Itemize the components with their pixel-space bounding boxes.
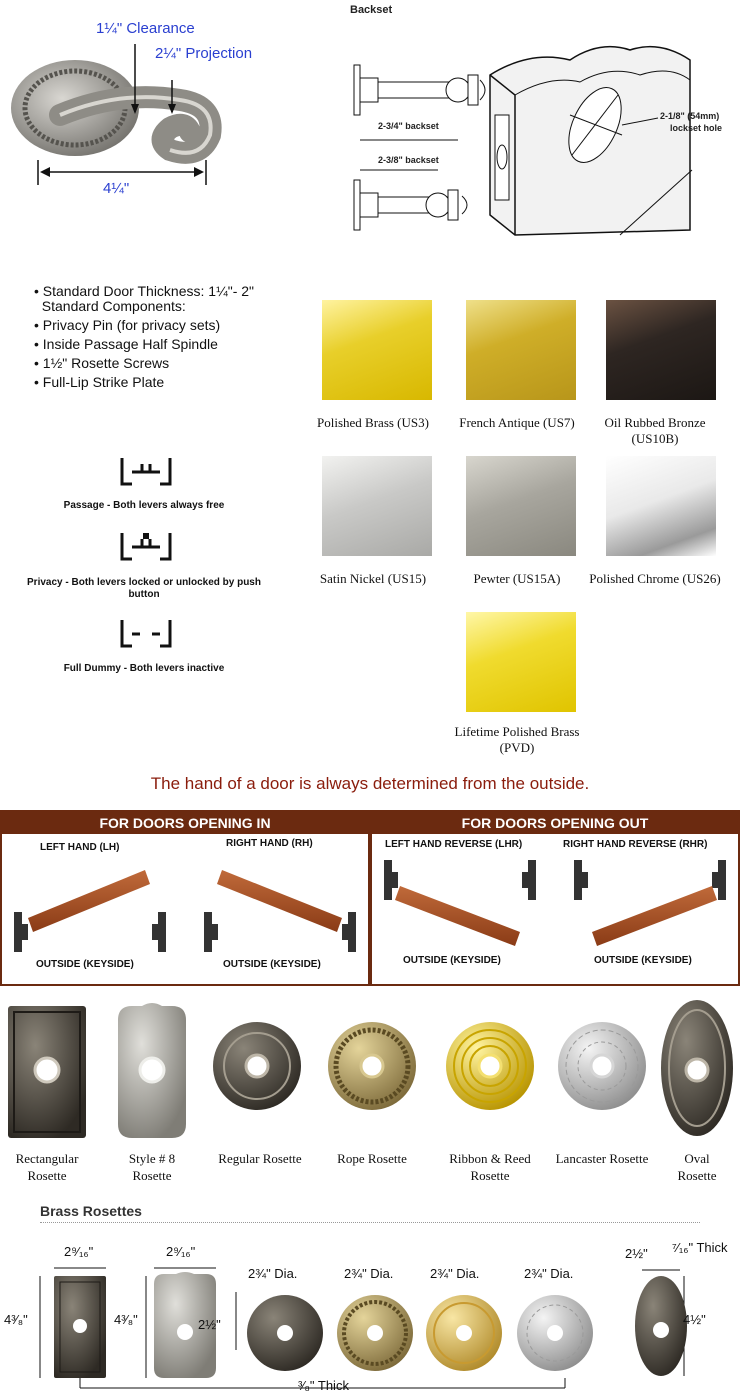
brass-dia: 2¾" Dia. [248, 1266, 298, 1281]
rosette-label: Lancaster Rosette [555, 1151, 649, 1166]
outside-label: OUTSIDE (KEYSIDE) [594, 955, 692, 966]
brass-thickness: ³⁄₈" Thick [298, 1378, 349, 1393]
rosette-label: Ribbon & Reed Rosette [449, 1151, 531, 1183]
hand-label-rh: RIGHT HAND (RH) [226, 838, 313, 849]
function-label-passage: Passage - Both levers always free [63, 500, 225, 511]
brass-dia: 2¾" Dia. [344, 1266, 394, 1281]
finish-label: Pewter (US15A) [473, 571, 561, 586]
finish-label: Oil Rubbed Bronze (US10B) [604, 415, 706, 446]
function-label-privacy: Privacy - Both levers locked or unlocked by push button [27, 577, 261, 600]
spec-item: • 1½" Rosette Screws [34, 355, 170, 371]
spec-item: Standard Components: [34, 298, 186, 314]
brass-divider [40, 1222, 700, 1223]
brass-width-2: 2⁹⁄₁₆" [166, 1244, 196, 1259]
finish-label: Polished Brass (US3) [317, 415, 429, 430]
brass-height-2: 4³⁄₈" [114, 1312, 138, 1327]
passage-icon [118, 452, 174, 492]
dummy-icon [118, 614, 174, 654]
backset-b-label: 2-3/8" backset [378, 155, 439, 165]
oval-height: 4½" [683, 1312, 706, 1327]
finish-swatch-oil-rubbed-bronze [606, 300, 716, 400]
rosette-label: Style # 8 Rosette [128, 1151, 176, 1183]
hand-header-in: FOR DOORS OPENING IN [2, 812, 368, 834]
brass-width-1: 2⁹⁄₁₆" [64, 1244, 94, 1259]
finish-label: Polished Chrome (US26) [589, 571, 721, 586]
outside-label: OUTSIDE (KEYSIDE) [36, 959, 134, 970]
function-label-dummy: Full Dummy - Both levers inactive [63, 663, 225, 674]
hand-label-rhr: RIGHT HAND REVERSE (RHR) [563, 839, 708, 850]
spec-item: • Privacy Pin (for privacy sets) [34, 317, 221, 333]
hand-note: The hand of a door is always determined from the outside. [150, 774, 590, 793]
clearance-label: 1¼" Clearance [96, 20, 195, 37]
projection-label: 2¼" Projection [155, 45, 253, 62]
finish-swatch-lifetime-brass [466, 612, 576, 712]
rosette-label: Rope Rosette [337, 1151, 407, 1166]
oval-width: 2½" [625, 1246, 648, 1261]
rosette-images [0, 998, 740, 1143]
finish-swatch-satin-nickel [322, 456, 432, 556]
brass-dia: 2¾" Dia. [430, 1266, 480, 1281]
oval-thickness: ⁷⁄₁₆" Thick [672, 1240, 728, 1255]
finish-swatch-polished-brass [322, 300, 432, 400]
backset-section [340, 0, 740, 260]
finish-swatch-polished-chrome [606, 456, 716, 556]
length-label: 4¼" [103, 180, 130, 197]
hand-label-lh: LEFT HAND (LH) [40, 842, 120, 853]
spec-list [34, 282, 304, 392]
brass-height-1: 4³⁄₈" [4, 1312, 28, 1327]
finish-swatch-french-antique [466, 300, 576, 400]
backset-diagram [340, 20, 740, 260]
privacy-icon [118, 527, 174, 567]
lever-section [0, 0, 300, 200]
brass-dia: 2¾" Dia. [524, 1266, 574, 1281]
finish-label: Lifetime Polished Brass (PVD) [454, 724, 580, 755]
rosette-label: Regular Rosette [218, 1151, 302, 1166]
rosette-label: Oval Rosette [677, 1151, 717, 1183]
spec-item: • Standard Door Thickness: 1¼"- 2" [34, 283, 255, 299]
brass-rosette-images [0, 1240, 740, 1400]
spec-item: • Full-Lip Strike Plate [34, 374, 165, 390]
hole-label-b: lockset hole [670, 123, 723, 133]
finish-label: Satin Nickel (US15) [319, 571, 427, 586]
brass-height-2b: 2½" [198, 1317, 221, 1332]
rosette-label: Rectangular Rosette [15, 1151, 79, 1183]
hand-label-lhr: LEFT HAND REVERSE (LHR) [385, 839, 523, 850]
hand-header-out: FOR DOORS OPENING OUT [372, 812, 738, 834]
brass-title: Brass Rosettes [40, 1203, 142, 1219]
outside-label: OUTSIDE (KEYSIDE) [403, 955, 501, 966]
finish-swatch-pewter [466, 456, 576, 556]
outside-label: OUTSIDE (KEYSIDE) [223, 959, 321, 970]
hole-label-a: 2-1/8" (54mm) [660, 111, 720, 121]
spec-item: • Inside Passage Half Spindle [34, 336, 218, 352]
finish-label: French Antique (US7) [459, 415, 575, 430]
backset-a-label: 2-3/4" backset [378, 121, 439, 131]
backset-title: Backset [350, 4, 393, 16]
